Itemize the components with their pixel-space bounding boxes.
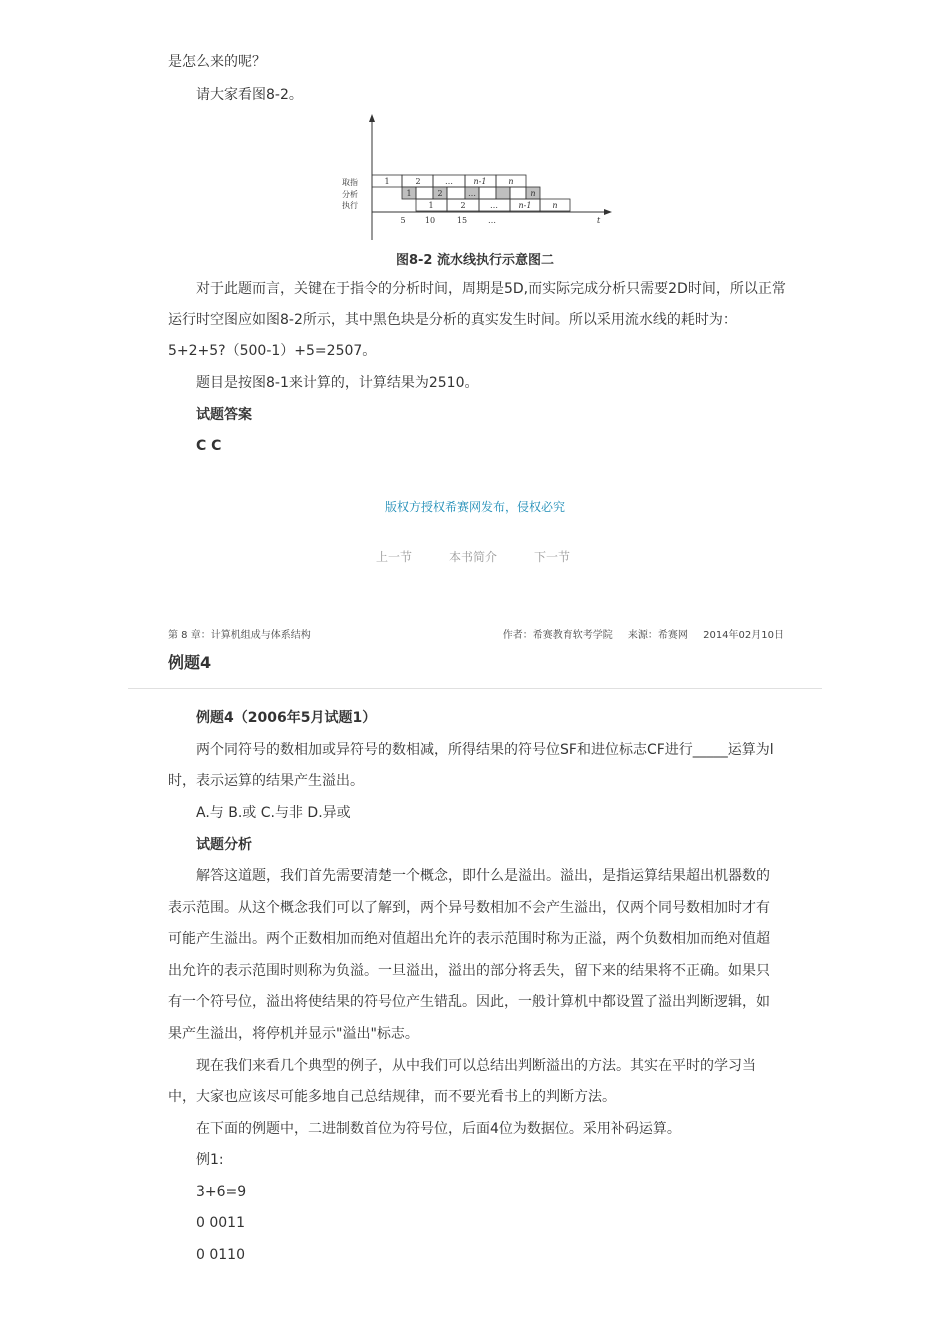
tick-ellipsis: … xyxy=(488,216,496,225)
example-label: 例1: xyxy=(196,1152,224,1168)
chapter-label: 第 8 章：计算机组成与体系结构 xyxy=(168,630,311,641)
date-label: 2014年02月10日 xyxy=(703,630,784,641)
analyze-cell-1: 1 xyxy=(406,189,412,198)
divider xyxy=(128,688,822,689)
tick-5: 5 xyxy=(400,216,406,225)
analysis-line6: 果产生溢出，将停机并显示"溢出"标志。 xyxy=(168,1026,419,1042)
fetch-cell-1: 1 xyxy=(384,177,390,186)
article-meta xyxy=(491,626,784,641)
para2: 题目是按图8-1来计算的，计算结果为2510。 xyxy=(196,375,479,391)
row-label-analyze: 分析 xyxy=(342,190,358,199)
figure-caption: 图8-2 流水线执行示意图二 xyxy=(395,253,554,268)
row-label-execute: 执行 xyxy=(342,201,358,210)
question-line1: 两个同符号的数相加或异符号的数相减，所得结果的符号位SF和进位标志CF进行_____运算为l xyxy=(196,742,774,758)
execute-cell-3: … xyxy=(490,201,498,210)
analysis-line1: 解答这道题，我们首先需要清楚一个概念，即什么是溢出。溢出，是指运算结果超出机器数的 xyxy=(196,868,770,884)
axis-t-label: t xyxy=(597,216,601,225)
fetch-cell-4: n-1 xyxy=(473,177,487,186)
book-intro-link[interactable]: 本书简介 xyxy=(449,550,498,564)
fetch-cell-5: n xyxy=(508,177,514,186)
para1-line3: 5+2+5?（500-1）+5=2507。 xyxy=(168,343,377,359)
binary-1: 0 0011 xyxy=(196,1215,245,1231)
pipeline-diagram xyxy=(330,112,630,244)
fetch-cell-3: … xyxy=(445,177,453,186)
analysis-line2: 表示范围。从这个概念我们可以了解到，两个异号数相加不会产生溢出，仅两个同号数相加时才有 xyxy=(168,900,770,916)
section-title: 例题4 xyxy=(168,653,212,672)
x-axis-arrow xyxy=(604,209,612,215)
row-label-fetch: 取指 xyxy=(342,178,358,187)
author-label: 作者：希赛教育软考学院 xyxy=(502,630,613,641)
analyze-cell-3: … xyxy=(468,189,476,198)
intro-line: 是怎么来的呢？ xyxy=(168,54,266,70)
analysis-line8: 中，大家也应该尽可能多地自己总结规律，而不要光看书上的判断方法。 xyxy=(168,1089,616,1105)
source-label: 来源：希赛网 xyxy=(627,630,688,641)
analysis-line9: 在下面的例题中，二进制数首位为符号位，后面4位为数据位。采用补码运算。 xyxy=(196,1121,681,1137)
example-expr: 3+6=9 xyxy=(196,1184,247,1200)
copyright-notice: 版权方授权希赛网发布，侵权必究 xyxy=(384,500,565,514)
question-line2: 时，表示运算的结果产生溢出。 xyxy=(168,773,364,789)
figure-reference: 请大家看图8-2。 xyxy=(196,87,303,103)
binary-2: 0 0110 xyxy=(196,1247,245,1263)
tick-15: 15 xyxy=(456,216,468,225)
analysis-line3: 可能产生溢出。两个正数相加而绝对值超出允许的表示范围时称为正溢，两个负数相加而绝对值超 xyxy=(168,931,770,947)
execute-cell-5: n xyxy=(552,201,558,210)
analysis-heading: 试题分析 xyxy=(196,837,252,853)
para1-line2: 运行时空图应如图8-2所示，其中黑色块是分析的真实发生时间。所以采用流水线的耗时为： xyxy=(168,312,737,328)
question-heading: 例题4（2006年5月试题1） xyxy=(196,710,377,726)
para1-line1: 对于此题而言，关键在于指令的分析时间，周期是5D,而实际完成分析只需要2D时间，所以正常 xyxy=(196,281,786,297)
execute-cell-4: n-1 xyxy=(518,201,532,210)
fetch-cell-2: 2 xyxy=(415,177,421,186)
analysis-line4: 出允许的表示范围时则称为负溢。一旦溢出，溢出的部分将丢失，留下来的结果将不正确。如果只 xyxy=(168,963,770,979)
y-axis-arrow xyxy=(369,114,375,122)
analysis-line7: 现在我们来看几个典型的例子，从中我们可以总结出判断溢出的方法。其实在平时的学习当 xyxy=(196,1058,756,1074)
analyze-cell-4: n xyxy=(530,189,536,198)
answer-heading: 试题答案 xyxy=(196,407,252,423)
answer-value: C C xyxy=(196,438,222,454)
analysis-line5: 有一个符号位，溢出将使结果的符号位产生错乱。因此，一般计算机中都设置了溢出判断逻辑，如 xyxy=(168,994,770,1010)
question-options: A.与 B.或 C.与非 D.异或 xyxy=(196,805,351,821)
next-section-link[interactable]: 下一节 xyxy=(534,550,571,564)
tick-10: 10 xyxy=(424,216,436,225)
analyze-cell-2: 2 xyxy=(437,189,443,198)
execute-cell-2: 2 xyxy=(460,201,466,210)
prev-section-link[interactable]: 上一节 xyxy=(376,550,413,564)
execute-cell-1: 1 xyxy=(428,201,434,210)
